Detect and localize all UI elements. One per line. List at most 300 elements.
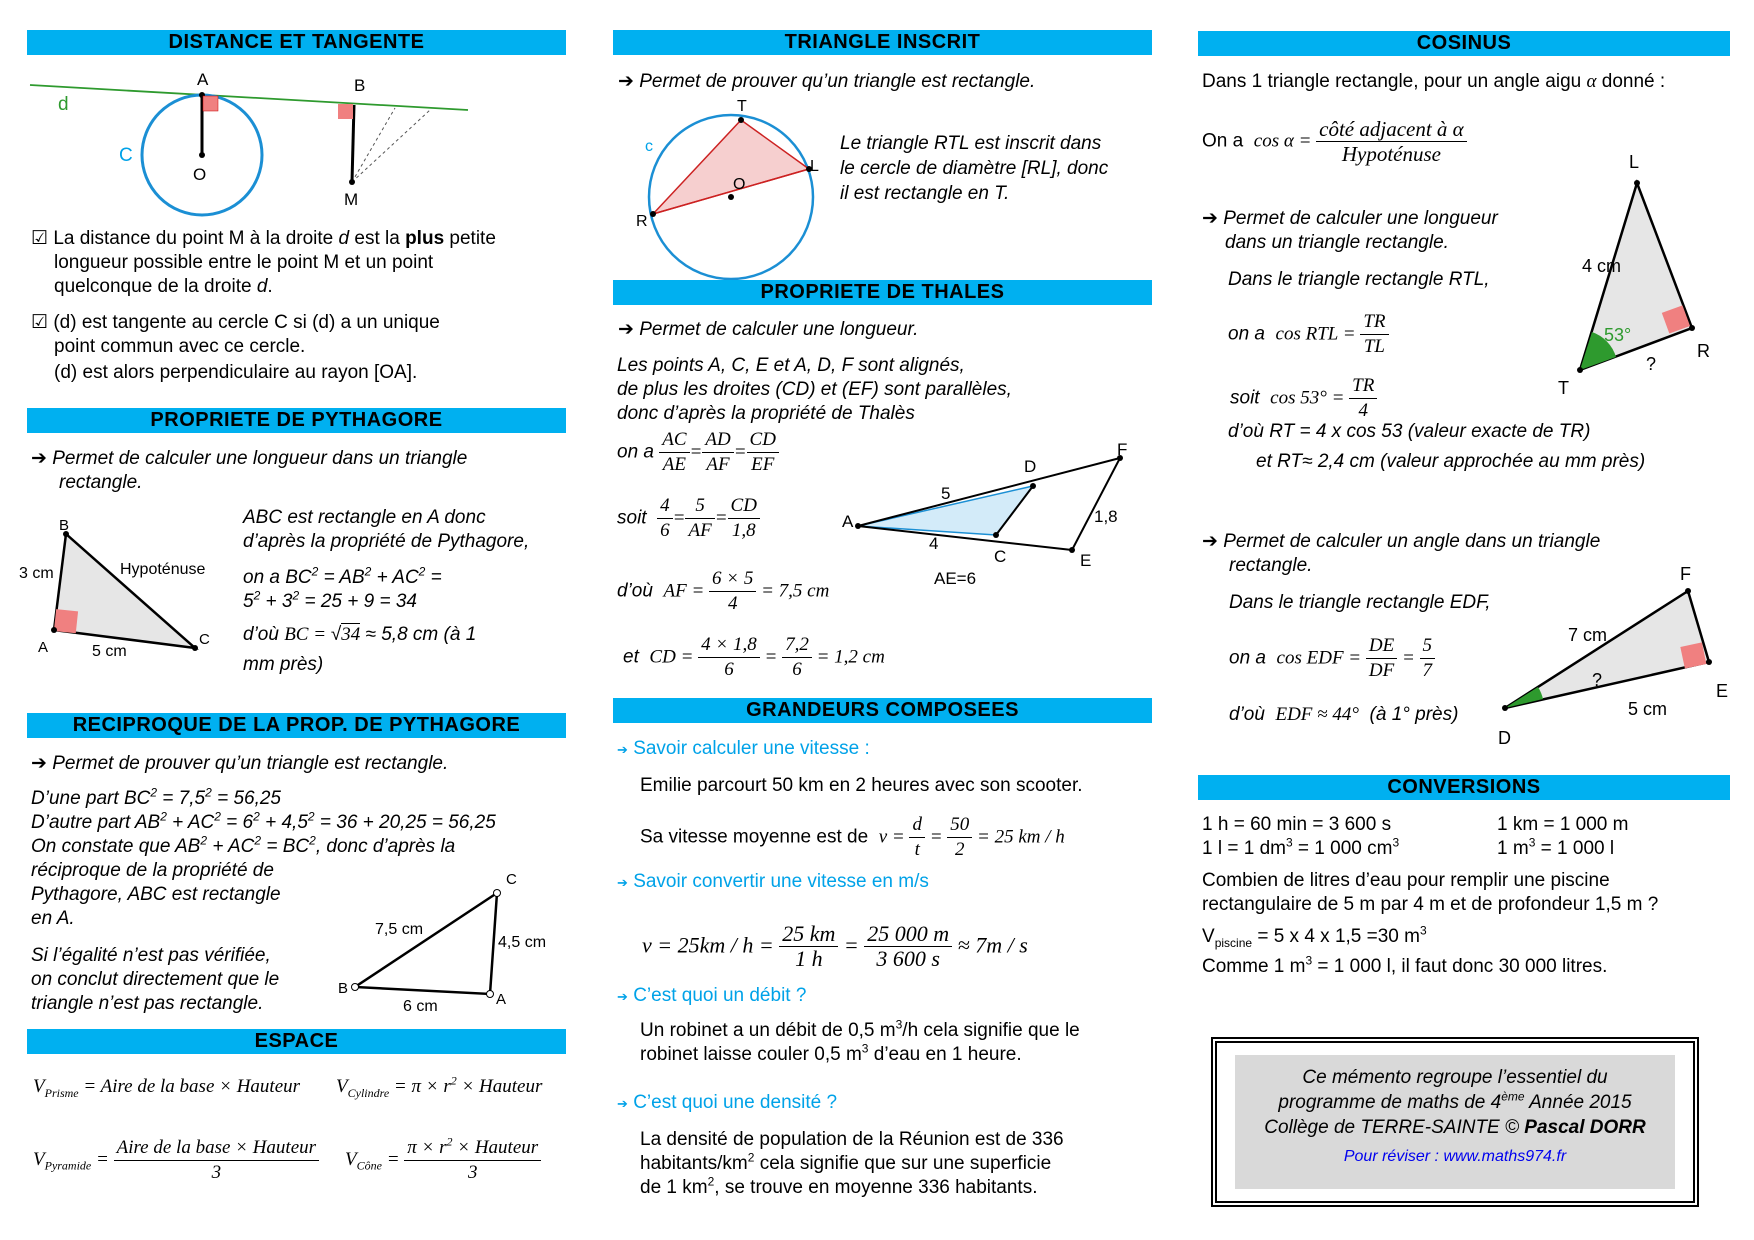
rec-l7: en A.: [31, 908, 75, 929]
sup: 2: [450, 1073, 457, 1088]
figure-reciproque: [0, 860, 560, 1010]
g-title-convertir: [617, 870, 929, 895]
dist-t4: plus: [405, 228, 445, 249]
th-eq2: soit $\frac{4}{6}$ = $\frac{5}{AF}$ = $\frac{CD}{1,8}$: [617, 494, 760, 543]
cos-p2: dans un triangle rectangle.: [1225, 232, 1449, 253]
gc4: ≈ 7m / s: [952, 932, 1028, 958]
dist-t3: est la: [349, 228, 406, 249]
sup: 2: [205, 785, 212, 800]
pyth-t6: mm près): [243, 654, 324, 675]
sup: 2: [418, 564, 426, 579]
cv-l2a: [1202, 837, 1399, 861]
soit: soit: [617, 507, 647, 529]
pyth-label-A: A: [38, 639, 49, 656]
header-pythagore: PROPRIETE DE PYTHAGORE: [27, 408, 566, 433]
sup: 2: [707, 1174, 715, 1189]
r4c: = BC: [261, 836, 310, 857]
g11b: , se trouve en moyenne 336 habitants.: [714, 1177, 1038, 1198]
cedf: cos EDF =: [1276, 647, 1366, 669]
cos-l1: [1202, 70, 1665, 94]
arrow-icon: ➔: [1202, 208, 1218, 229]
th-label-E: E: [1080, 551, 1092, 570]
cdres: = 1,2 cm: [811, 646, 885, 668]
tri-label-L: L: [810, 158, 819, 175]
label-C: C: [119, 145, 133, 166]
p3d: =: [425, 567, 442, 588]
sup: 2: [292, 588, 300, 603]
frac: [1316, 117, 1467, 166]
sup: 3: [1305, 953, 1313, 968]
th-eq1: on a $\frac{AC}{AE}$ = $\frac{AD}{AF}$ = $\frac{CD}{EF}$: [617, 428, 779, 477]
tri-label-c: c: [645, 138, 653, 155]
cv6a: Comme 1 m: [1202, 956, 1306, 977]
sup: 2: [253, 809, 260, 824]
d: 6: [660, 520, 670, 541]
rec-l9: on conclut directement que le: [31, 969, 280, 990]
vco: V: [345, 1148, 357, 1170]
g4: Savoir convertir une vitesse en m/s: [633, 871, 929, 892]
cos-label-L: L: [1629, 152, 1640, 172]
g5: C’est quoi un débit ?: [633, 985, 807, 1006]
arrow-icon: ➔: [618, 71, 634, 92]
cos-def: [1202, 117, 1467, 166]
pyth-t5: [243, 623, 476, 647]
cp1: Permet de calculer une longueur: [1223, 208, 1498, 229]
cos-q3: Dans le triangle rectangle EDF,: [1229, 592, 1491, 613]
cos-label-lt: 4 cm: [1582, 256, 1622, 276]
cona: On a: [1202, 130, 1244, 152]
arrow-icon: ➔: [1202, 531, 1218, 552]
dist3c: .: [267, 276, 273, 297]
cv-l5: [1202, 925, 1427, 949]
sup: 2: [150, 785, 158, 800]
r2a: D’une part BC: [31, 788, 151, 809]
cd: CD: [649, 646, 676, 668]
th-eq4: et CD = $\frac{4 \times 1,8}{6}$ = $\frac{7,2}{6}$ = 1,2 cm: [623, 634, 885, 680]
label-d: d: [58, 94, 69, 115]
rec-label-ab: 6 cm: [403, 998, 438, 1015]
frac: [728, 494, 760, 543]
vp-rhs: = Aire de la base × Hauteur: [78, 1076, 301, 1097]
memento-box: [1211, 1037, 1699, 1207]
pyth-label-hyp: Hypoténuse: [120, 561, 206, 578]
pyth-label-ac: 5 cm: [92, 643, 127, 660]
th-eq3: d’où AF = $\frac{6 \times 5}{4}$ = 7,5 cm: [617, 568, 830, 614]
d: 4: [1358, 400, 1368, 421]
frac: [709, 567, 756, 616]
dist-t2: d: [338, 228, 350, 249]
cv-l4: rectangulaire de 5 m par 4 m et de profondeur 1,5 m ?: [1202, 894, 1659, 915]
n: 6 × 5: [709, 567, 756, 592]
edf-label-df: 7 cm: [1568, 625, 1608, 645]
cv-l3: Combien de litres d’eau pour remplir une piscine: [1202, 870, 1610, 891]
figure-triangle-inscrit: [600, 90, 840, 300]
distance-text-line1: [31, 227, 496, 251]
d: TL: [1363, 336, 1385, 357]
cv2d: = 1 000 l: [1535, 838, 1615, 859]
p5a: d’où: [243, 624, 285, 645]
tangent-text-line3: (d) est alors perpendiculaire au rayon [OA].: [54, 362, 418, 383]
frac: [864, 922, 952, 971]
rec-label-bc: 7,5 cm: [375, 921, 424, 938]
dou: d’où: [617, 580, 653, 602]
sup: 2: [309, 833, 316, 848]
frac: [659, 428, 689, 477]
co3: on a: [1229, 647, 1266, 669]
g11a: de 1 km: [640, 1177, 708, 1198]
rec-l2: [31, 787, 281, 811]
rec-intro: [31, 752, 448, 776]
sup: 2: [364, 564, 372, 579]
frac: [779, 922, 838, 971]
maths974-link[interactable]: www.maths974.fr: [1443, 1148, 1567, 1165]
gv: v: [878, 826, 888, 848]
cos-53: [1230, 374, 1377, 423]
d: 2: [955, 839, 965, 860]
rec-l10: triangle n’est pas rectangle.: [31, 993, 264, 1014]
sup: 2: [214, 809, 221, 824]
p4b: + 3: [260, 591, 293, 612]
tri-label-T: T: [737, 98, 747, 115]
cv-l2b: [1497, 837, 1614, 861]
tri-t1: Le triangle RTL est inscrit dans: [840, 133, 1102, 154]
header-conversions: CONVERSIONS: [1198, 775, 1730, 800]
afres: = 7,5 cm: [756, 580, 830, 602]
n: AC: [659, 428, 689, 453]
label-O: O: [193, 165, 207, 184]
memento-inner: [1235, 1055, 1675, 1189]
g10b: cela signifie que sur une superficie: [754, 1153, 1052, 1174]
cv5a: V: [1202, 926, 1215, 947]
memo-line2: [1235, 1090, 1675, 1115]
th-l4: donc d’après la propriété de Thalès: [617, 403, 915, 424]
g-l7: [640, 1043, 1022, 1067]
g7b: d’eau en 1 heure.: [868, 1044, 1022, 1065]
csoit: soit: [1230, 387, 1260, 409]
d: t: [914, 839, 920, 860]
header-cosinus: COSINUS: [1198, 31, 1730, 56]
th-l3: de plus les droites (CD) et (EF) sont parallèles,: [617, 379, 1012, 400]
num: π × r: [407, 1137, 447, 1158]
vc-rhs: = π × r: [389, 1076, 451, 1097]
cv2a: 1 l = 1 dm: [1202, 838, 1286, 859]
n: 4: [657, 494, 673, 519]
dist3a: quelconque de la droite: [54, 276, 257, 297]
g-l6: [640, 1019, 1080, 1043]
cos-p4: d’où RT = 4 x cos 53 (valeur exacte de TR): [1228, 421, 1591, 442]
g7a: robinet laisse couler 0,5 m: [640, 1044, 862, 1065]
header-reciproque: RECIPROQUE DE LA PROP. DE PYTHAGORE: [27, 713, 566, 738]
r2c: = 56,25: [211, 788, 281, 809]
arrow-icon: ➔: [31, 753, 47, 774]
n: d: [909, 813, 925, 838]
cos-edf-res: [1229, 703, 1458, 727]
g-title-densite: [617, 1091, 837, 1116]
rec-l3: [31, 811, 496, 835]
g10a: habitants/km: [640, 1153, 748, 1174]
n: TR: [1349, 374, 1377, 399]
c53: cos 53° =: [1270, 387, 1350, 409]
n: 25 000 m: [864, 922, 952, 947]
tri-t2: le cercle de diamètre [RL], donc: [840, 158, 1109, 179]
header-espace: ESPACE: [27, 1029, 566, 1054]
g-title-debit: [617, 984, 806, 1009]
num: Aire de la base × Hauteur: [114, 1136, 319, 1161]
d: EF: [751, 454, 775, 475]
p5d: 34: [341, 624, 361, 645]
g6a: Un robinet a un débit de 0,5 m: [640, 1020, 896, 1041]
arrow-icon: ➔: [618, 319, 634, 340]
frac: [1360, 310, 1388, 359]
co2: on a: [1228, 323, 1265, 345]
rec-l8: Si l’égalité n’est pas vérifiée,: [31, 945, 271, 966]
th-l2: Les points A, C, E et A, D, F sont alignés,: [617, 355, 965, 376]
gvres: = 25 km / h: [972, 826, 1065, 848]
sup: 3: [895, 1017, 903, 1032]
d: 1 h: [795, 946, 823, 971]
af: AF: [663, 580, 687, 602]
cv5sub: piscine: [1214, 935, 1253, 950]
d: DF: [1368, 660, 1395, 681]
n: 5: [1420, 634, 1436, 659]
cos-label-T: T: [1558, 378, 1569, 398]
d: Hypoténuse: [1341, 142, 1441, 166]
header-distance-tangente: DISTANCE ET TANGENTE: [27, 30, 566, 55]
dist3b: d: [256, 276, 268, 297]
sup: 3: [1285, 835, 1293, 850]
tri-l1: Permet de prouver qu’un triangle est rectangle.: [639, 71, 1036, 92]
d: AE: [662, 454, 687, 475]
m3b: Pascal DORR: [1524, 1117, 1646, 1138]
header-triangle-inscrit: TRIANGLE INSCRIT: [613, 30, 1152, 55]
cos-label-R: R: [1697, 341, 1710, 361]
vco-sub: Cône: [356, 1158, 382, 1173]
pyth-l1: Permet de calculer une longueur dans un triangle: [52, 448, 468, 469]
figure-cosinus-edf: [1480, 580, 1720, 720]
cdou: d’où: [1229, 704, 1265, 725]
c1: Dans 1 triangle rectangle, pour un angle aigu: [1202, 71, 1582, 92]
m3a: Collège de TERRE-SAINTE ©: [1264, 1117, 1525, 1138]
n: 5: [685, 494, 714, 519]
c1b: donné :: [1601, 71, 1666, 92]
sup: 3: [1419, 923, 1427, 938]
distance-text-line3: [54, 275, 273, 299]
vc-sub: Cylindre: [347, 1085, 390, 1100]
p4a: 5: [243, 591, 254, 612]
gc1: v = 25km / h =: [642, 932, 780, 958]
arrow-icon: ➔: [617, 989, 628, 1004]
cedfpres: (à 1° près): [1369, 704, 1459, 725]
tri-label-R: R: [636, 213, 648, 230]
c1a: α: [1586, 71, 1597, 92]
n: côté adjacent à α: [1316, 117, 1467, 142]
n: DE: [1366, 634, 1397, 659]
d: 6: [724, 659, 734, 680]
th-label-ef: 1,8: [1094, 507, 1118, 526]
cq1: Permet de calculer un angle dans un triangle: [1223, 531, 1601, 552]
m4a: Pour réviser :: [1343, 1148, 1444, 1165]
cos-q2: rectangle.: [1229, 555, 1313, 576]
sup: 2: [311, 564, 319, 579]
arrow-icon: ➔: [617, 875, 628, 890]
arrow-icon: ➔: [617, 1096, 628, 1111]
g-l3: Sa vitesse moyenne est de v = $\frac{d}{t}$ = $\frac{50}{2}$ = 25 km / h: [640, 814, 1065, 860]
vpy: V: [33, 1148, 45, 1170]
cos-q1: [1202, 530, 1600, 554]
cv5b: = 5 x 4 x 1,5 =30 m: [1252, 926, 1420, 947]
pyth-label-ab: 3 cm: [19, 565, 54, 582]
n: TR: [1360, 310, 1388, 335]
r4d: , donc d’après la: [315, 836, 456, 857]
rec-l4: [31, 835, 455, 859]
frac: [685, 494, 714, 543]
figure-distance-tangente: [0, 60, 560, 210]
dist-t5: petite: [444, 228, 496, 249]
tri-t3: il est rectangle en T.: [840, 183, 1010, 204]
n: 25 km: [779, 922, 838, 947]
formula-prisme: [33, 1075, 300, 1099]
g6b: /h cela signifie que le: [902, 1020, 1080, 1041]
d: 7: [1422, 660, 1433, 681]
frac-cone: [404, 1136, 541, 1185]
den: 3: [211, 1162, 222, 1183]
label-M: M: [344, 190, 359, 209]
th-label-ae: AE=6: [934, 569, 977, 588]
edf-label-F: F: [1680, 564, 1691, 584]
cos-p1: [1202, 207, 1498, 231]
d: 6: [792, 659, 802, 680]
p5b: BC: [284, 624, 309, 645]
vpy-sub: Pyramide: [44, 1158, 92, 1173]
m2b: Année 2015: [1524, 1092, 1632, 1113]
cos-rtl: [1228, 310, 1389, 359]
edf-label-q: ?: [1592, 670, 1603, 690]
header-thales: PROPRIETE DE THALES: [613, 280, 1152, 305]
num2: × Hauteur: [452, 1137, 539, 1158]
th-l1: Permet de calculer une longueur.: [639, 319, 919, 340]
cedfres: EDF ≈ 44°: [1275, 704, 1359, 725]
memo-line3: [1235, 1115, 1675, 1140]
den: 3: [467, 1162, 478, 1183]
edf-label-de: 5 cm: [1628, 699, 1668, 719]
n: 4 × 1,8: [698, 633, 760, 658]
frac: [702, 428, 733, 477]
sup: 3: [861, 1041, 869, 1056]
rec-l6: Pythagore, ABC est rectangle: [31, 884, 281, 905]
d: AF: [688, 520, 712, 541]
g3: Sa vitesse moyenne est de: [640, 826, 869, 848]
n: CD: [728, 494, 760, 519]
r4b: + AC: [207, 836, 255, 857]
sup: 3: [1528, 835, 1536, 850]
frac: [947, 813, 972, 862]
frac: [747, 428, 779, 477]
p3b: = AB: [318, 567, 365, 588]
d: AF: [706, 454, 730, 475]
formula-pyramide: $V_{Pyramide}$ = Aire de la base × Hauteur 3: [33, 1136, 319, 1185]
pyth-label-C: C: [199, 631, 210, 648]
p5c: =: [308, 624, 331, 645]
sqrt-icon: √: [330, 624, 342, 645]
sup: 2: [160, 809, 167, 824]
d: 1,8: [731, 520, 756, 541]
frac: [698, 633, 760, 682]
g-l11: [640, 1176, 1038, 1200]
memo-line1: Ce mémento regroupe l’essentiel du: [1302, 1067, 1608, 1088]
crtl: cos RTL =: [1275, 323, 1361, 345]
tangent-text-line2: point commun avec ce cercle.: [54, 336, 306, 357]
g8: C’est quoi une densité ?: [633, 1092, 838, 1113]
pyth-t2: d’après la propriété de Pythagore,: [243, 531, 530, 552]
cos-label-ang: 53°: [1604, 325, 1632, 345]
check-icon: ☑: [31, 312, 49, 333]
th-label-F: F: [1117, 440, 1128, 459]
th-label-C: C: [994, 547, 1007, 566]
frac: [1420, 634, 1436, 683]
sup: 2: [200, 833, 208, 848]
rec-label-ac: 4,5 cm: [498, 934, 547, 951]
th-intro: [618, 318, 918, 342]
frac: [1349, 374, 1377, 423]
arrow-icon: ➔: [617, 742, 628, 757]
frac-pyramide: [114, 1136, 319, 1185]
sup: 2: [446, 1134, 453, 1149]
th-label-A: A: [842, 512, 854, 531]
pyth-t4: [243, 590, 417, 614]
rec-l5: réciproque de la propriété de: [31, 860, 274, 881]
th-label-ad: 5: [941, 484, 951, 503]
header-grandeurs: GRANDEURS COMPOSEES: [613, 698, 1152, 723]
cv6b: = 1 000 l, il faut donc 30 000 litres.: [1312, 956, 1608, 977]
n: 50: [947, 813, 972, 838]
cv-l1b: 1 km = 1 000 m: [1497, 814, 1629, 835]
pyth-label-B: B: [59, 517, 70, 534]
th-label-D: D: [1024, 457, 1037, 476]
g-title-vitesse: [617, 737, 870, 762]
sup: 3: [1392, 835, 1400, 850]
r3c: = 6: [220, 812, 254, 833]
dist-t1: La distance du point M à la droite: [53, 228, 339, 249]
d: 3 600 s: [876, 946, 940, 971]
vp-sub: Prisme: [44, 1085, 79, 1100]
frac: [782, 633, 812, 682]
memo-line4: [1235, 1144, 1675, 1169]
r2b: = 7,5: [157, 788, 206, 809]
cv2b: = 1 000 cm: [1292, 838, 1393, 859]
p4c: = 25 + 9 = 34: [299, 591, 417, 612]
tan1: (d) est tangente au cercle C si (d) a un unique: [53, 312, 440, 333]
g-l10: [640, 1152, 1051, 1176]
n: 7,2: [782, 633, 812, 658]
pyth-intro-1: [31, 447, 467, 471]
edf-label-D: D: [1498, 728, 1511, 748]
r3a: D’autre part AB: [31, 812, 161, 833]
r4a: On constate que AB: [31, 836, 201, 857]
vp: V: [33, 1076, 45, 1097]
sup: 2: [254, 833, 262, 848]
ona: on a: [617, 441, 654, 463]
m2a: programme de maths de 4: [1278, 1092, 1502, 1113]
cv-l6: [1202, 955, 1607, 979]
g-l2: Emilie parcourt 50 km en 2 heures avec son scooter.: [640, 775, 1083, 796]
frac: [1366, 634, 1397, 683]
vc-rhs2: × Hauteur: [456, 1076, 543, 1097]
formula-cone: $V_{Cône}$ = $\pi \times r^2$ × Hauteur 3: [345, 1136, 541, 1185]
vc: V: [336, 1076, 348, 1097]
m2sup: ème: [1501, 1089, 1525, 1104]
check-icon: ☑: [31, 228, 49, 249]
n: AD: [702, 428, 733, 453]
